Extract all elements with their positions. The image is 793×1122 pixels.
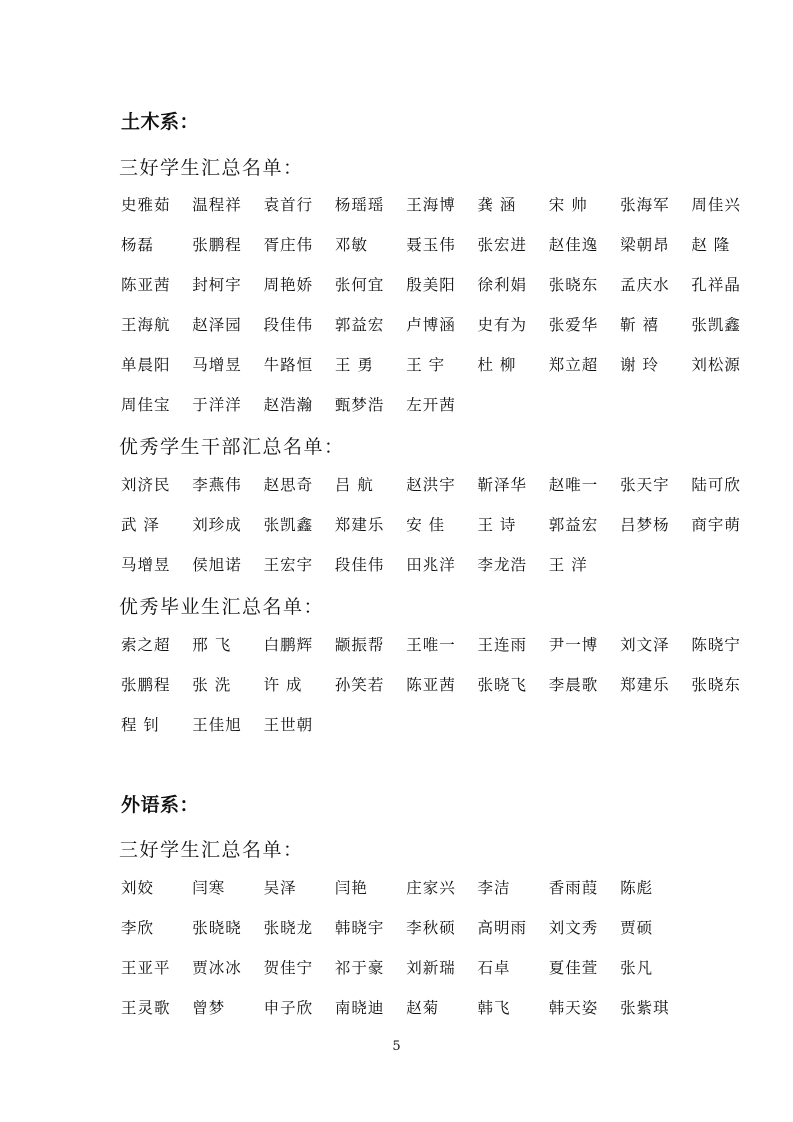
student-name: 贾冰冰 bbox=[192, 959, 242, 977]
student-name: 张晓东 bbox=[691, 676, 741, 694]
student-name: 韩飞 bbox=[477, 999, 511, 1017]
student-name: 张凯鑫 bbox=[263, 516, 314, 534]
student-name: 史雅茹 bbox=[121, 196, 171, 214]
student-name: 赵浩瀚 bbox=[263, 396, 314, 414]
student-name: 周佳兴 bbox=[691, 196, 741, 214]
student-name: 高明雨 bbox=[477, 919, 527, 937]
student-name: 赵洪宇 bbox=[406, 476, 456, 494]
student-name: 赵思奇 bbox=[263, 476, 314, 494]
student-name: 左开茜 bbox=[406, 396, 456, 414]
student-name: 孙笑若 bbox=[334, 676, 385, 694]
student-name: 王连雨 bbox=[477, 636, 527, 654]
student-name: 许 成 bbox=[263, 676, 303, 694]
student-name: 马增昱 bbox=[121, 556, 171, 574]
student-name: 王 勇 bbox=[334, 356, 374, 374]
student-name: 聂玉伟 bbox=[406, 236, 456, 254]
student-name: 闫寒 bbox=[192, 879, 226, 897]
student-name: 李龙浩 bbox=[477, 556, 527, 574]
student-name: 张凯鑫 bbox=[691, 316, 741, 334]
student-name: 王宏宇 bbox=[263, 556, 314, 574]
student-name: 韩天姿 bbox=[548, 999, 599, 1017]
student-name: 郭益宏 bbox=[548, 516, 599, 534]
student-name: 袁首行 bbox=[263, 196, 314, 214]
student-name: 梁朝昂 bbox=[620, 236, 670, 254]
student-name: 陆可欣 bbox=[691, 476, 741, 494]
student-name: 张鹏程 bbox=[192, 236, 242, 254]
student-name: 陈彪 bbox=[620, 879, 654, 897]
student-name: 夏佳萱 bbox=[548, 959, 599, 977]
student-name: 张紫琪 bbox=[620, 999, 670, 1017]
student-name: 王唯一 bbox=[406, 636, 456, 654]
student-name: 孟庆水 bbox=[620, 276, 670, 294]
student-name: 温程祥 bbox=[192, 196, 242, 214]
student-name: 周佳宝 bbox=[121, 396, 171, 414]
student-name: 张晓龙 bbox=[263, 919, 314, 937]
civil-graduate-list bbox=[121, 635, 763, 755]
student-name: 王 宇 bbox=[406, 356, 446, 374]
student-name: 张天宇 bbox=[620, 476, 670, 494]
student-name: 香雨葭 bbox=[548, 879, 599, 897]
student-name: 祁于豪 bbox=[334, 959, 385, 977]
student-name: 王海航 bbox=[121, 316, 171, 334]
student-name: 张凡 bbox=[620, 959, 654, 977]
page-number: 5 bbox=[392, 1039, 401, 1054]
student-name: 宋 帅 bbox=[548, 196, 588, 214]
student-name: 王世朝 bbox=[263, 716, 314, 734]
student-name: 吕 航 bbox=[334, 476, 374, 494]
civil-sanhao-list bbox=[121, 195, 763, 435]
student-name: 李秋硕 bbox=[406, 919, 456, 937]
civil-cadre-list bbox=[121, 475, 763, 595]
student-name: 吴泽 bbox=[263, 879, 297, 897]
student-name: 段佳伟 bbox=[263, 316, 314, 334]
student-name: 卢博涵 bbox=[406, 316, 456, 334]
student-name: 曾梦 bbox=[192, 999, 226, 1017]
student-name: 杨瑶瑶 bbox=[334, 196, 385, 214]
student-name: 陈亚茜 bbox=[406, 676, 456, 694]
student-name: 赵佳逸 bbox=[548, 236, 599, 254]
student-name: 李洁 bbox=[477, 879, 511, 897]
civil-graduate-title: 优秀毕业生汇总名单： bbox=[119, 596, 325, 618]
student-name: 侯旭诺 bbox=[192, 556, 242, 574]
student-name: 申子欣 bbox=[263, 999, 314, 1017]
student-name: 陈亚茜 bbox=[121, 276, 171, 294]
student-name: 段佳伟 bbox=[334, 556, 385, 574]
student-name: 刘济民 bbox=[121, 476, 171, 494]
student-name: 郭益宏 bbox=[334, 316, 385, 334]
student-name: 张晓晓 bbox=[192, 919, 242, 937]
foreign-sanhao-title: 三好学生汇总名单： bbox=[119, 839, 304, 861]
student-name: 商宇萌 bbox=[691, 516, 741, 534]
student-name: 杨磊 bbox=[121, 236, 155, 254]
student-name: 孔祥晶 bbox=[691, 276, 741, 294]
student-name: 郑立超 bbox=[548, 356, 599, 374]
student-name: 刘文泽 bbox=[620, 636, 670, 654]
student-name: 李欣 bbox=[121, 919, 155, 937]
student-name: 胥庄伟 bbox=[263, 236, 314, 254]
student-name: 马增昱 bbox=[192, 356, 242, 374]
student-name: 牛路恒 bbox=[263, 356, 314, 374]
student-name: 刘姣 bbox=[121, 879, 155, 897]
student-name: 甄梦浩 bbox=[334, 396, 385, 414]
student-name: 李燕伟 bbox=[192, 476, 242, 494]
student-name: 史有为 bbox=[477, 316, 527, 334]
student-name: 程 钊 bbox=[121, 716, 160, 734]
student-name: 韩晓宇 bbox=[334, 919, 385, 937]
student-name: 颛振帮 bbox=[334, 636, 385, 654]
student-name: 张 洗 bbox=[192, 676, 232, 694]
civil-dept-title: 土木系： bbox=[121, 111, 200, 133]
civil-cadre-title: 优秀学生干部汇总名单： bbox=[119, 436, 345, 458]
student-name: 王 诗 bbox=[477, 516, 517, 534]
student-name: 赵 隆 bbox=[691, 236, 731, 254]
student-name: 贺佳宁 bbox=[263, 959, 314, 977]
student-name: 徐利娟 bbox=[477, 276, 527, 294]
student-name: 张宏进 bbox=[477, 236, 527, 254]
student-name: 田兆洋 bbox=[406, 556, 456, 574]
student-name: 邓敏 bbox=[334, 236, 368, 254]
student-name: 贾硕 bbox=[620, 919, 654, 937]
student-name: 刘新瑞 bbox=[406, 959, 456, 977]
student-name: 武 泽 bbox=[121, 516, 160, 534]
student-name: 张鹏程 bbox=[121, 676, 171, 694]
student-name: 龚 涵 bbox=[477, 196, 517, 214]
student-name: 刘珍成 bbox=[192, 516, 242, 534]
student-name: 周艳娇 bbox=[263, 276, 314, 294]
student-name: 李晨歌 bbox=[548, 676, 599, 694]
student-name: 安 佳 bbox=[406, 516, 446, 534]
foreign-sanhao-list bbox=[121, 878, 691, 1038]
student-name: 赵唯一 bbox=[548, 476, 599, 494]
student-name: 赵泽园 bbox=[192, 316, 242, 334]
student-name: 张晓东 bbox=[548, 276, 599, 294]
student-name: 杜 柳 bbox=[477, 356, 517, 374]
student-name: 王 洋 bbox=[548, 556, 588, 574]
student-name: 靳 禧 bbox=[620, 316, 660, 334]
student-name: 邢 飞 bbox=[192, 636, 232, 654]
student-name: 尹一博 bbox=[548, 636, 599, 654]
student-name: 于洋洋 bbox=[192, 396, 242, 414]
student-name: 靳泽华 bbox=[477, 476, 527, 494]
student-name: 刘松源 bbox=[691, 356, 741, 374]
civil-sanhao-title: 三好学生汇总名单： bbox=[119, 157, 304, 179]
student-name: 吕梦杨 bbox=[620, 516, 670, 534]
student-name: 赵菊 bbox=[406, 999, 440, 1017]
student-name: 单晨阳 bbox=[121, 356, 171, 374]
foreign-dept-title: 外语系： bbox=[121, 794, 200, 816]
student-name: 殷美阳 bbox=[406, 276, 456, 294]
student-name: 王亚平 bbox=[121, 959, 171, 977]
student-name: 庄家兴 bbox=[406, 879, 456, 897]
student-name: 石卓 bbox=[477, 959, 511, 977]
student-name: 郑建乐 bbox=[334, 516, 385, 534]
student-name: 陈晓宁 bbox=[691, 636, 741, 654]
student-name: 白鹏辉 bbox=[263, 636, 314, 654]
student-name: 张何宜 bbox=[334, 276, 385, 294]
student-name: 封柯宇 bbox=[192, 276, 242, 294]
student-name: 刘文秀 bbox=[548, 919, 599, 937]
student-name: 南晓迪 bbox=[334, 999, 385, 1017]
student-name: 索之超 bbox=[121, 636, 171, 654]
student-name: 王佳旭 bbox=[192, 716, 242, 734]
student-name: 闫艳 bbox=[334, 879, 368, 897]
student-name: 郑建乐 bbox=[620, 676, 670, 694]
student-name: 王海博 bbox=[406, 196, 456, 214]
student-name: 张爱华 bbox=[548, 316, 599, 334]
student-name: 谢 玲 bbox=[620, 356, 660, 374]
student-name: 王灵歌 bbox=[121, 999, 171, 1017]
student-name: 张晓飞 bbox=[477, 676, 527, 694]
student-name: 张海军 bbox=[620, 196, 670, 214]
